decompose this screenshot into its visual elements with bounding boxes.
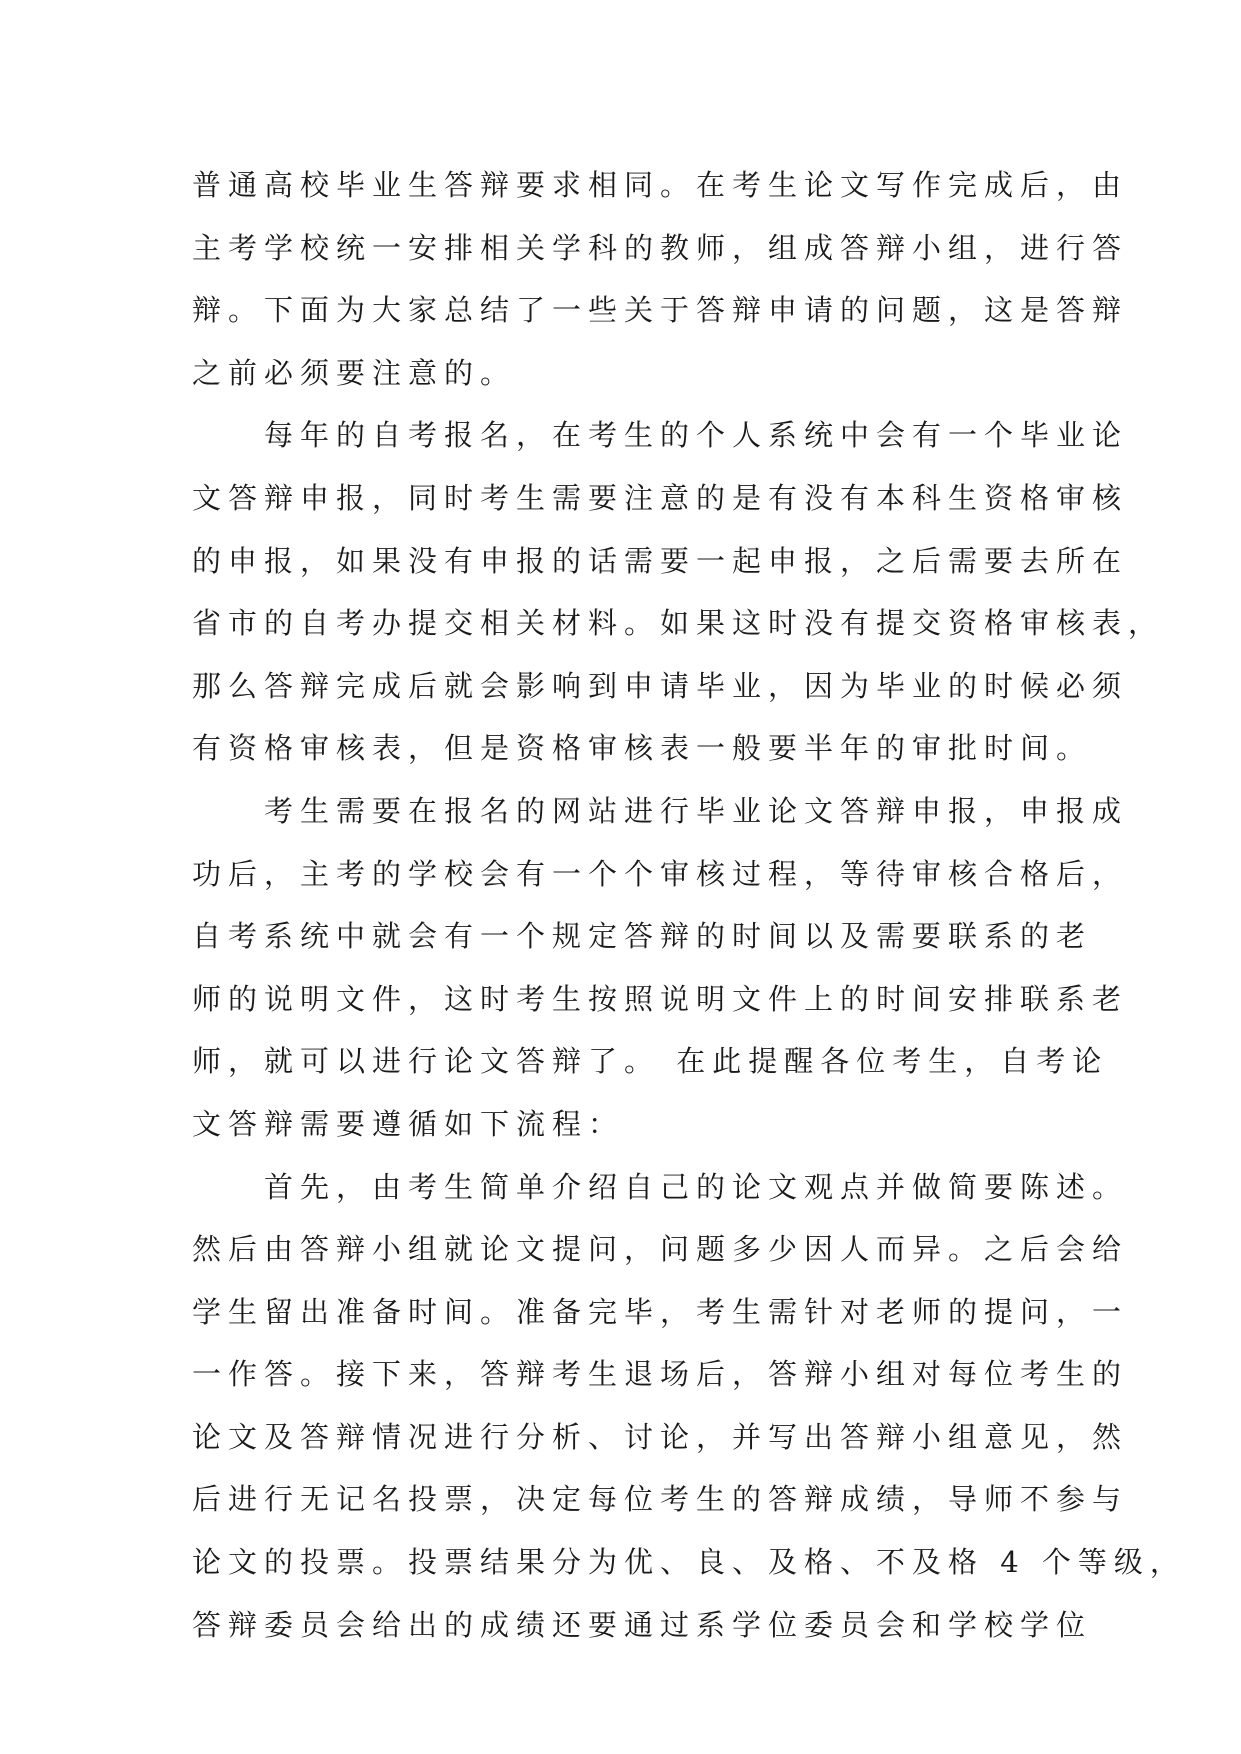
text-line-17: 首先，由考生简单介绍自己的论文观点并做简要陈述。	[192, 1169, 1129, 1204]
text-line-20: 一作答。接下来，答辩考生退场后，答辩小组对每位考生的	[192, 1357, 1129, 1392]
text-line-24: 答辩委员会给出的成绩还要通过系学位委员会和学校学位	[192, 1607, 1093, 1642]
text-line-10: 有资格审核表，但是资格审核表一般要半年的审批时间。	[192, 731, 1093, 766]
text-line-5: 每年的自考报名，在考生的个人系统中会有一个毕业论	[192, 418, 1129, 453]
text-line-14: 师的说明文件，这时考生按照说明文件上的时间安排联系老	[192, 981, 1129, 1016]
text-line-12: 功后，主考的学校会有一个个审核过程，等待审核合格后，	[192, 856, 1129, 891]
text-line-8: 省市的自考办提交相关材料。如果这时没有提交资格审核表，	[192, 606, 1165, 641]
text-line-1: 普通高校毕业生答辩要求相同。在考生论文写作完成后，由	[192, 168, 1129, 202]
text-line-15: 师，就可以进行论文答辩了。 在此提醒各位考生，自考论	[192, 1044, 1109, 1079]
text-line-7: 的申报，如果没有申报的话需要一起申报，之后需要去所在	[192, 543, 1129, 578]
text-line-3: 辩。下面为大家总结了一些关于答辩申请的问题，这是答辩	[192, 293, 1129, 328]
text-line-23: 论文的投票。投票结果分为优、良、及格、不及格 4 个等级，	[192, 1545, 1186, 1580]
text-line-18: 然后由答辩小组就论文提问，问题多少因人而异。之后会给	[192, 1232, 1129, 1267]
text-line-16: 文答辩需要遵循如下流程：	[192, 1106, 625, 1141]
text-line-21: 论文及答辩情况进行分析、讨论，并写出答辩小组意见，然	[192, 1419, 1129, 1454]
document-body	[192, 154, 1186, 1656]
text-line-4: 之前必须要注意的。	[192, 355, 517, 390]
text-line-22: 后进行无记名投票，决定每位考生的答辩成绩，导师不参与	[192, 1482, 1129, 1517]
text-line-2: 主考学校统一安排相关学科的教师，组成答辩小组，进行答	[192, 230, 1129, 265]
text-line-19: 学生留出准备时间。准备完毕，考生需针对老师的提问，一	[192, 1294, 1129, 1329]
text-line-9: 那么答辩完成后就会影响到申请毕业，因为毕业的时候必须	[192, 668, 1129, 703]
text-line-11: 考生需要在报名的网站进行毕业论文答辩申报，申报成	[192, 793, 1129, 828]
text-line-6: 文答辩申报，同时考生需要注意的是有没有本科生资格审核	[192, 480, 1129, 515]
text-line-13: 自考系统中就会有一个规定答辩的时间以及需要联系的老	[192, 919, 1093, 954]
